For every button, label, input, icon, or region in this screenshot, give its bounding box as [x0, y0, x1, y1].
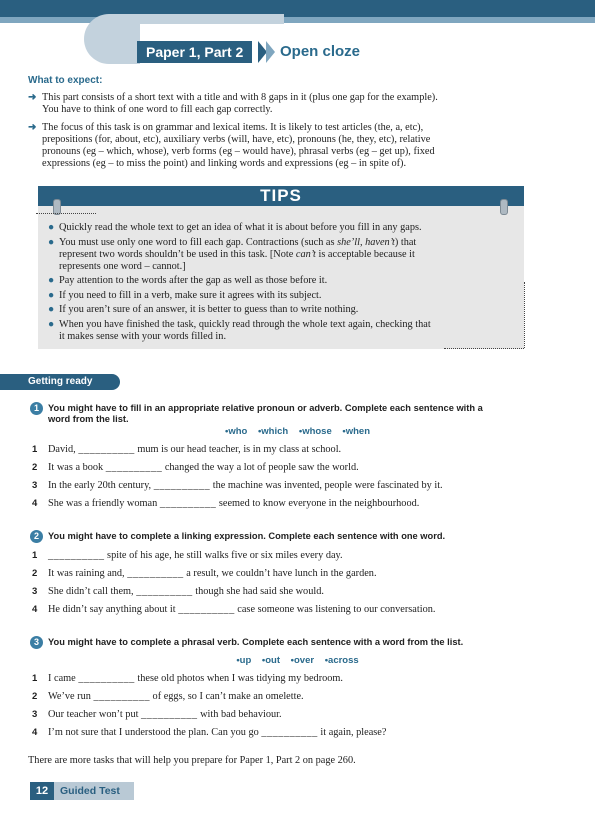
bullet-icon: ● — [48, 222, 55, 233]
bullet-icon: ● — [48, 318, 55, 330]
bullet-icon: ● — [48, 289, 55, 301]
section-instruction: You might have to complete a phrasal verb. Complete each sentence with a word from the list. — [48, 637, 464, 647]
question: 1 David, __________ mum is our head teacher, is in my class at school. — [32, 444, 342, 455]
word-option: •over — [290, 655, 315, 666]
footer-note: There are more tasks that will help you prepare for Paper 1, Part 2 on page 260. — [28, 755, 356, 766]
section-instruction: You might have to complete a linking expression. Complete each sentence with one word. — [48, 531, 446, 541]
footer-label: Guided Test — [54, 782, 134, 800]
expect-item — [28, 122, 533, 170]
expect-heading: What to expect: — [28, 75, 103, 86]
question: 4 I’m not sure that I understood the plan. Can you go __________ it again, please? — [32, 727, 387, 738]
word-option: •across — [324, 655, 359, 666]
question: 2 It was a book __________ changed the way a lot of people saw the world. — [32, 462, 359, 473]
answer-gap[interactable]: __________ — [78, 673, 135, 684]
answer-gap[interactable]: __________ — [141, 709, 198, 720]
getting-ready-label: Getting ready — [0, 374, 120, 390]
answer-gap[interactable]: __________ — [48, 550, 105, 561]
expect-line: This part consists of a short text with a title and with 8 gaps in it (plus one gap for the example). — [42, 92, 438, 103]
arrow-icon: ➜ — [28, 92, 37, 103]
dotted-border — [524, 282, 525, 348]
word-option: •who — [225, 426, 248, 437]
answer-gap[interactable]: __________ — [127, 568, 184, 579]
word-option: •whose — [298, 426, 332, 437]
tip-item: ● You must use only one word to fill each gap. Contractions (such as she’ll, haven’t) that represent two words shouldn’t be used in this task. [Note can’t is acceptable because it represents one word – cannot.] — [48, 236, 417, 272]
page-title: Open cloze — [280, 43, 361, 60]
answer-gap[interactable]: __________ — [136, 586, 193, 597]
section-number: 1 — [30, 402, 43, 415]
section-instruction: You might have to fill in an appropriate relative pronoun or adverb. Complete each sentence with a word from the list. — [48, 403, 483, 424]
header-band — [0, 0, 595, 17]
bullet-icon: ● — [48, 304, 55, 315]
tip-item: ● Pay attention to the words after the gap as well as those before it. — [48, 275, 328, 286]
expect-line: You have to think of one word to fill each gap correctly. — [42, 104, 273, 115]
answer-gap[interactable]: __________ — [159, 498, 217, 509]
pin-icon — [500, 199, 508, 215]
expect-line: pronouns (eg – which, whose), verb forms (eg – would have), phrasal verbs (eg – get up), fixed — [42, 146, 435, 157]
word-option: •when — [342, 426, 370, 437]
dotted-border — [444, 348, 524, 349]
answer-gap[interactable]: __________ — [105, 462, 163, 473]
question: 1 I came __________ these old photos when I was tidying my bedroom. — [32, 673, 343, 684]
answer-gap[interactable]: __________ — [78, 444, 135, 455]
chevron-icon — [266, 41, 275, 63]
word-option: •out — [261, 655, 281, 666]
section-number: 2 — [30, 530, 43, 543]
question: 3 She didn’t call them, __________ though she had said she would. — [32, 586, 324, 597]
bullet-icon: ● — [48, 275, 55, 286]
answer-gap[interactable]: __________ — [93, 691, 150, 702]
answer-gap[interactable]: __________ — [153, 480, 211, 491]
tip-item: ● Quickly read the whole text to get an idea of what it is about before you fill in any gaps. — [48, 222, 422, 233]
bullet-icon: ● — [48, 236, 55, 248]
question: 2 We’ve run __________ of eggs, so I can’t make an omelette. — [32, 691, 304, 702]
tips-list — [48, 222, 518, 345]
question: 3 In the early 20th century, __________ the machine was invented, people were fascinated by it. — [32, 480, 443, 491]
question: 4 She was a friendly woman __________ seemed to know everyone in the neighbourhood. — [32, 498, 420, 509]
page-number: 12 — [30, 782, 54, 800]
question: 4 He didn’t say anything about it __________ case someone was listening to our conversation. — [32, 604, 436, 615]
word-option: •which — [257, 426, 289, 437]
dotted-border — [36, 213, 96, 214]
expect-line: expressions (eg – to miss the point) and linking words and expressions (eg – in spite of). — [42, 158, 407, 169]
tip-item: ● If you need to fill in a verb, make sure it agrees with its subject. — [48, 289, 322, 301]
answer-gap[interactable]: __________ — [261, 727, 318, 738]
question: 1 __________ spite of his age, he still walks five or six miles every day. — [32, 550, 343, 561]
question: 3 Our teacher won’t put __________ with bad behaviour. — [32, 709, 282, 720]
expect-item — [28, 92, 533, 116]
word-list — [0, 655, 595, 666]
section-number: 3 — [30, 636, 43, 649]
word-list — [0, 426, 595, 437]
tip-item: ● When you have finished the task, quickly read through the whole text again, checking that it makes sense with your words filled in. — [48, 318, 431, 342]
answer-gap[interactable]: __________ — [178, 604, 235, 615]
tips-title: TIPS — [38, 186, 524, 206]
tip-item: ● If you aren’t sure of an answer, it is better to guess than to write nothing. — [48, 304, 359, 315]
arrow-icon: ➜ — [28, 122, 37, 133]
expect-line: The focus of this task is on grammar and lexical items. It is likely to test articles (the, a, etc), — [42, 122, 424, 133]
expect-line: prepositions (for, about, etc), auxiliary verbs (will, have, etc), pronouns (he, they, etc), relative — [42, 134, 431, 145]
part-label: Paper 1, Part 2 — [137, 41, 252, 63]
word-option: •up — [236, 655, 252, 666]
question: 2 It was raining and, __________ a result, we couldn’t have lunch in the garden. — [32, 568, 377, 579]
